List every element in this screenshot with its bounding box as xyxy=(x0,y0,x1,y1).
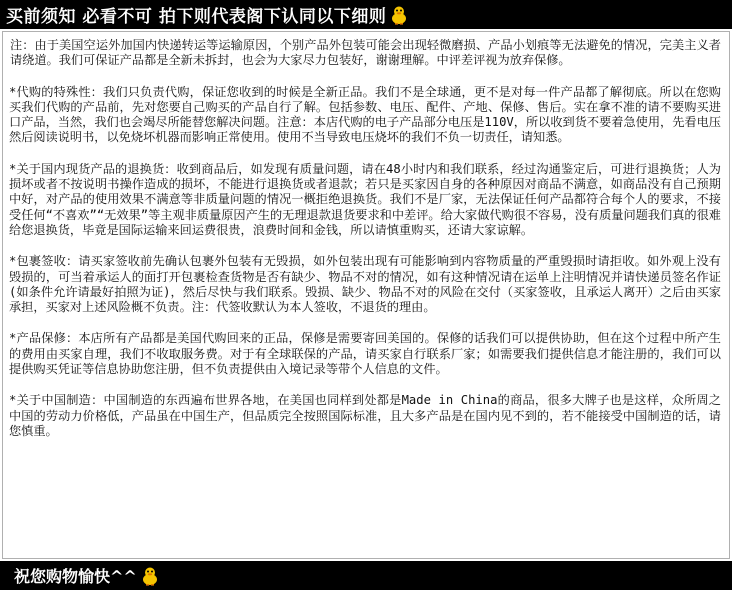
notice-paragraph-package-receipt: *包裹签收：请买家签收前先确认包裹外包装有无毁损，如外包装出现有可能影响到内容物质量的严重毁损时请拒收。如外观上没有毁损的，可当着承运人的面打开包裹检查货物是否有缺少、物品不对的情况，如有这种情况请在运单上注明情况并请快递员签名作证(如条件允许请最好拍照为证)，然后尽快与我们联系。毁损、缺少、物品不对的风险在交付（买家签收，且承运人离开）之后由买家承担，买家对上述风险概不负责。注：代签收默认为本人签收，不退货的理由。 xyxy=(9,254,721,315)
footer-banner xyxy=(0,561,732,590)
notice-paragraph-purchasing: *代购的特殊性：我们只负责代购，保证您收到的时候是全新正品。我们不是全球通，更不是对每一件产品都了解彻底。所以在您购买我们代购的产品前，先对您要自己购买的产品自行了解。包括参数、电压、配件、产地、保修、售后。实在拿不准的请不要购买进口产品，当然，我们也会竭尽所能替您解决问题。注意：本店代购的电子产品部分电压是110V，所以收到货不要着急使用，先看电压然后阅读说明书，以免烧坏机器而影响正常使用。使用不当导致电压烧坏的我们不负一切责任，请知悉。 xyxy=(9,84,721,145)
header-banner xyxy=(0,0,732,29)
duck-icon xyxy=(141,566,159,586)
footer-greeting: 祝您购物愉快^^ xyxy=(14,567,137,586)
notice-content xyxy=(9,38,721,455)
header-title: 买前须知 必看不可 拍下则代表阁下认同以下细则 xyxy=(6,7,387,27)
duck-icon xyxy=(390,5,408,25)
notice-paragraph-shipping: 注：由于美国空运外加国内快递转运等运输原因，个别产品外包装可能会出现轻微磨损、产品小划痕等无法避免的情况，完美主义者请绕道。我们可保证产品都是全新未拆封，也会为大家尽力包装好，谢谢理解。中评差评视为放弃保修。 xyxy=(10,38,721,68)
notice-paragraph-returns: *关于国内现货产品的退换货：收到商品后，如发现有质量问题，请在48小时内和我们联系，经过沟通鉴定后，可进行退换货；人为损坏或者不按说明书操作造成的损坏，不能进行退换货或者退款；若只是买家因自身的各种原因对商品不满意，如商品没有自己预期中好，对产品的使用效果不满意等非质量问题的情况一概拒绝退换货。我们不是厂家，无法保证任何产品都符合每个人的要求，不接受任何“不喜欢”“无效果”等主观非质量原因产生的无理退款退货要求和中差评。给大家做代购很不容易，没有质量问题我们真的很难给您退换货，毕竟是国际运输来回运费很贵，浪费时间和金钱，所以请慎重购买，还请大家谅解。 xyxy=(9,161,721,237)
notice-paragraph-made-in-china: *关于中国制造：中国制造的东西遍布世界各地，在美国也同样到处都是Made in China的商品，很多大牌子也是这样，众所周之中国的劳动力价格低，产品虽在中国生产，但品质完全按照国际标准，且大多产品是在国内见不到的，若不能接受中国制造的话，请您慎重。 xyxy=(9,393,721,438)
notice-paragraph-warranty: *产品保修：本店所有产品都是美国代购回来的正品，保修是需要寄回美国的。保修的话我们可以提供协助，但在这个过程中所产生的费用由买家自理，我们不收取服务费。对于有全球联保的产品，请买家自行联系厂家；如需要我们提供信息才能注册的，我们可以提供购买凭证等信息协助您注册，但不负责提供由入境记录等带个人信息的文件。 xyxy=(9,331,721,377)
